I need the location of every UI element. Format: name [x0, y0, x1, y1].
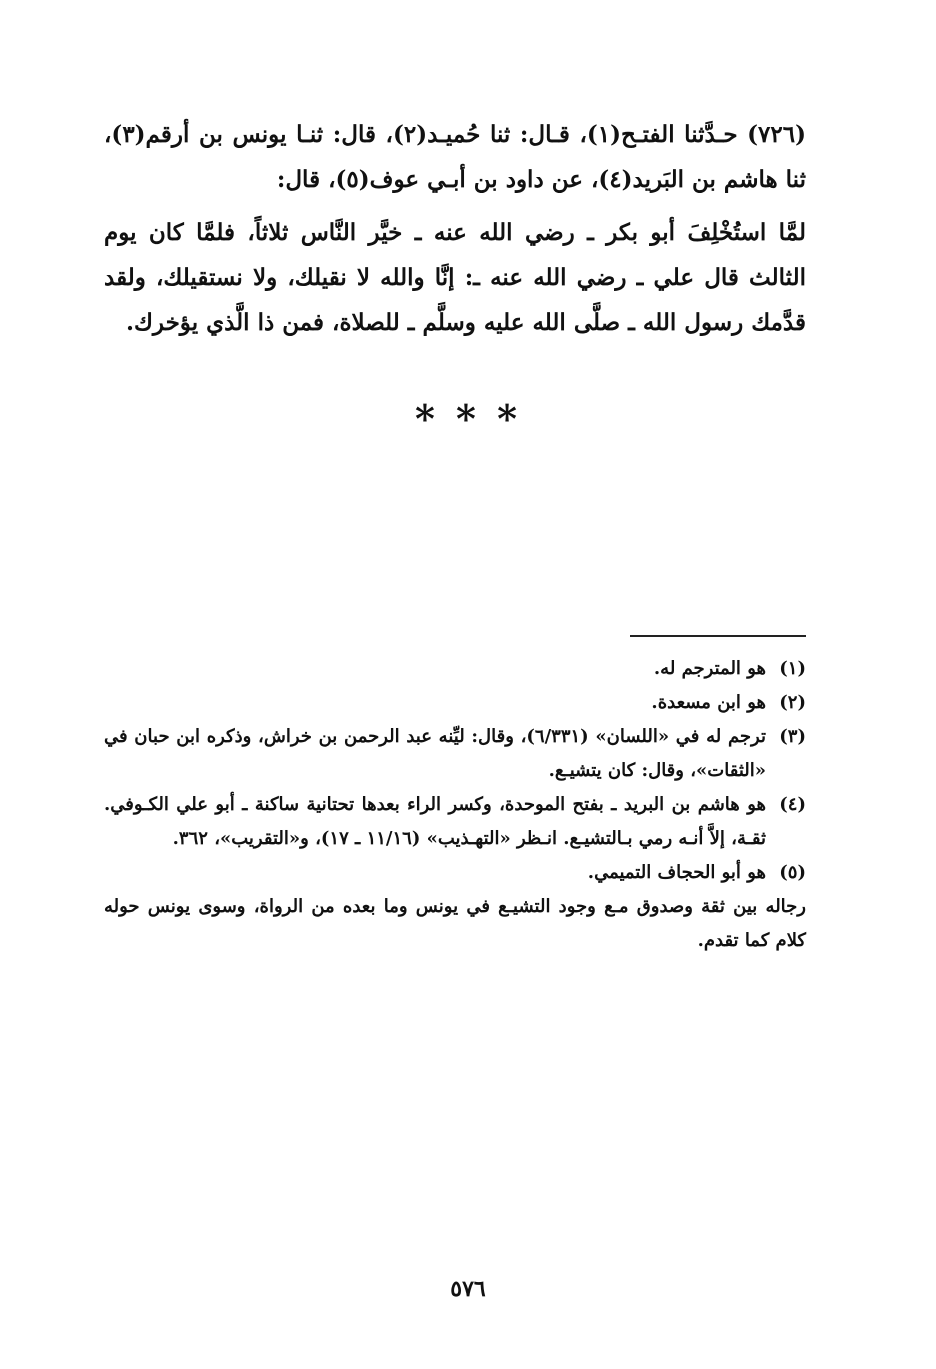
footnote-item [104, 720, 806, 788]
footnote-number: (١) [779, 658, 806, 679]
section-separator: * * * [414, 396, 522, 441]
footnote-text: هو ابن مسعدة. [651, 692, 766, 713]
footnote-item [104, 788, 806, 856]
footnote-number: (٥) [779, 862, 806, 883]
hadith-chain-paragraph: (٧٢٦) حـدَّثنا الفتـح(١)، قـال: ثنا حُميـد(٢)، قال: ثنـا يونس بن أرقم(٣)، ثنا هاشم بن البَريد(٤)، عن داود بن أبـي عوف(٥)، قال: [104, 121, 806, 193]
footnote-item [104, 686, 806, 720]
footnote-text: هو المترجم له. [653, 658, 766, 679]
footnote-text: هو أبو الحجاف التميمي. [587, 862, 766, 883]
footnote-divider [630, 635, 806, 637]
footnote-text: هو هاشم بن البريد ـ بفتح الموحدة، وكسر الراء بعدها تحتانية ساكنة ـ أبو علي الكـوفي. ثقـة، إلاَّ أنـه رمي بـالتشيـع. انـظر «التهـذيب» (١١/١٦ ـ ١٧)، و«التقريب»، ٣٦٢. [104, 794, 766, 849]
hadith-body-paragraph: لمَّا استُخْلِفَ أبو بكر ـ رضي الله عنه ـ خيَّر النَّاس ثلاثاً، فلمَّا كان يوم الثالث قال علي ـ رضي الله عنه ـ: إنَّا والله لا نقيلك، ولا نستقيلك، ولقد قدَّمك رسول الله ـ صلَّى الله عليه وسلَّم ـ للصلاة، فمن ذا الَّذي يؤخرك. [104, 219, 806, 336]
footnote-number: (٤) [779, 794, 806, 815]
footnote-item [104, 652, 806, 686]
hadith-text [104, 112, 806, 345]
footnotes [104, 652, 806, 958]
footnote-text: ترجم له في «اللسان» (٦/٣٣١)، وقال: ليِّنه عبد الرحمن بن خراش، وذكره ابن حبان في «الثقات»، وقال: كان يتشيـع. [104, 726, 766, 781]
footnote-number: (٢) [779, 692, 806, 713]
footnote-grading-note: رجاله بين ثقة وصدوق مـع وجود التشيـع في يونس وما بعده من الرواة، وسوى يونس حوله كلام كما تقدم. [104, 896, 806, 951]
footnote-item [104, 856, 806, 890]
footnote-number: (٣) [779, 726, 806, 747]
page-number: ٥٧٦ [450, 1276, 486, 1302]
